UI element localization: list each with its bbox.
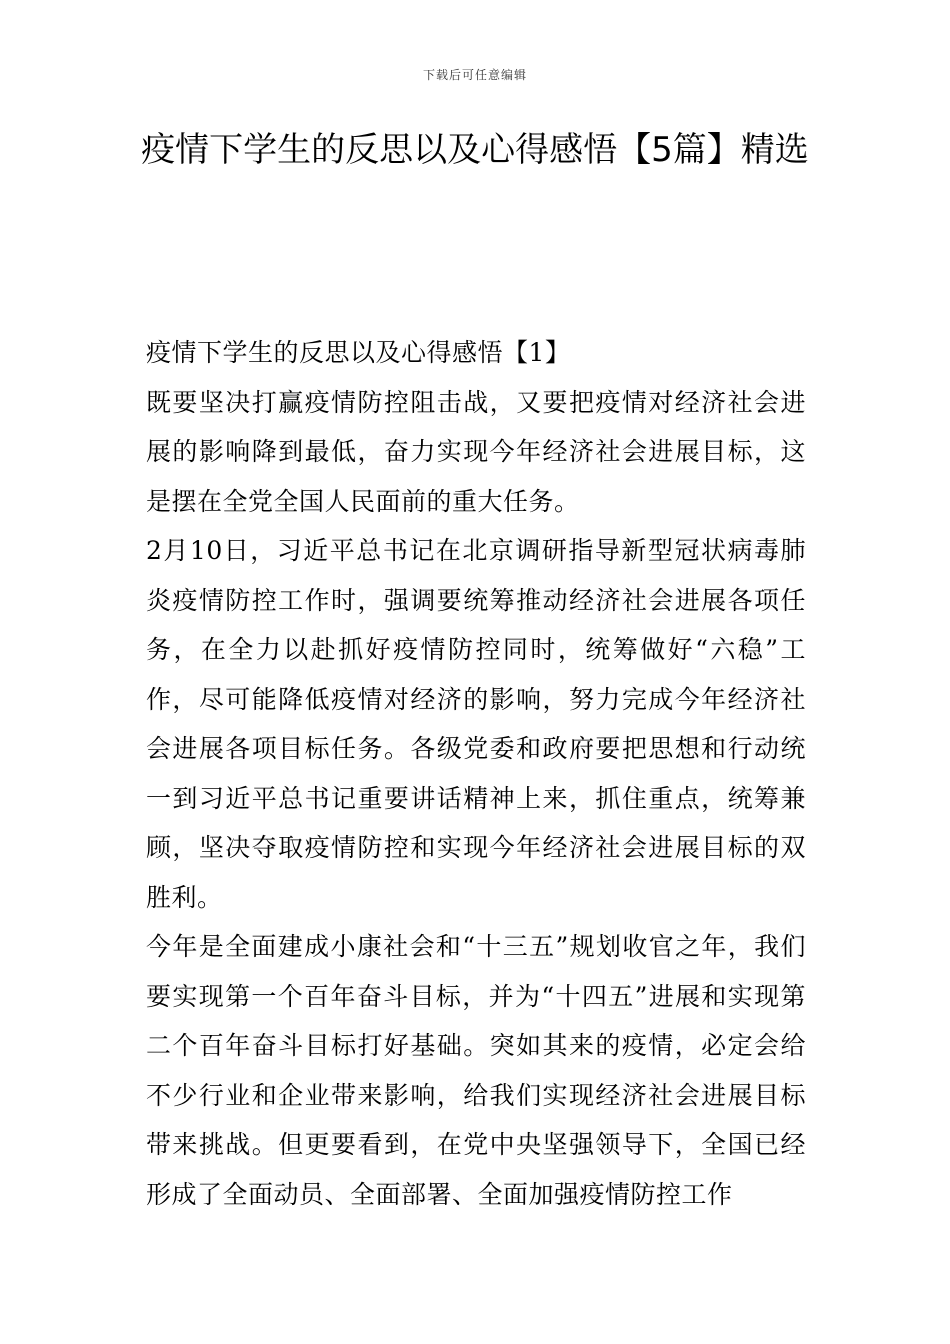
section-heading: 疫情下学生的反思以及心得感悟【1】 xyxy=(146,338,571,367)
document-body xyxy=(146,328,806,1219)
paragraph-3: 今年是全面建成小康社会和“十三五”规划收官之年，我们要实现第一个百年奋斗目标，并为“十四五”进展和实现第二个百年奋斗目标打好基础。突如其来的疫情，必定会给不少行业和企业带来影响，给我们实现经济社会进展目标带来挑战。但更要看到，在党中央坚强领导下，全国已经形成了全面动员、全面部署、全面加强疫情防控工作 xyxy=(146,932,806,1209)
header-note: 下载后可任意编辑 xyxy=(422,68,527,82)
document-title: 疫情下学生的反思以及心得感悟【5篇】精选 xyxy=(141,130,809,170)
paragraph-2: 2月10日，习近平总书记在北京调研指导新型冠状病毒肺炎疫情防控工作时，强调要统筹推动经济社会进展各项任务，在全力以赴抓好疫情防控同时，统筹做好“六稳”工作，尽可能降低疫情对经济的影响，努力完成今年经济社会进展各项目标任务。各级党委和政府要把思想和行动统一到习近平总书记重要讲话精神上来，抓住重点，统筹兼顾，坚决夺取疫情防控和实现今年经济社会进展目标的双胜利。 xyxy=(146,536,806,912)
paragraph-1: 既要坚决打赢疫情防控阻击战，又要把疫情对经济社会进展的影响降到最低，奋力实现今年经济社会进展目标，这是摆在全党全国人民面前的重大任务。 xyxy=(146,387,806,516)
